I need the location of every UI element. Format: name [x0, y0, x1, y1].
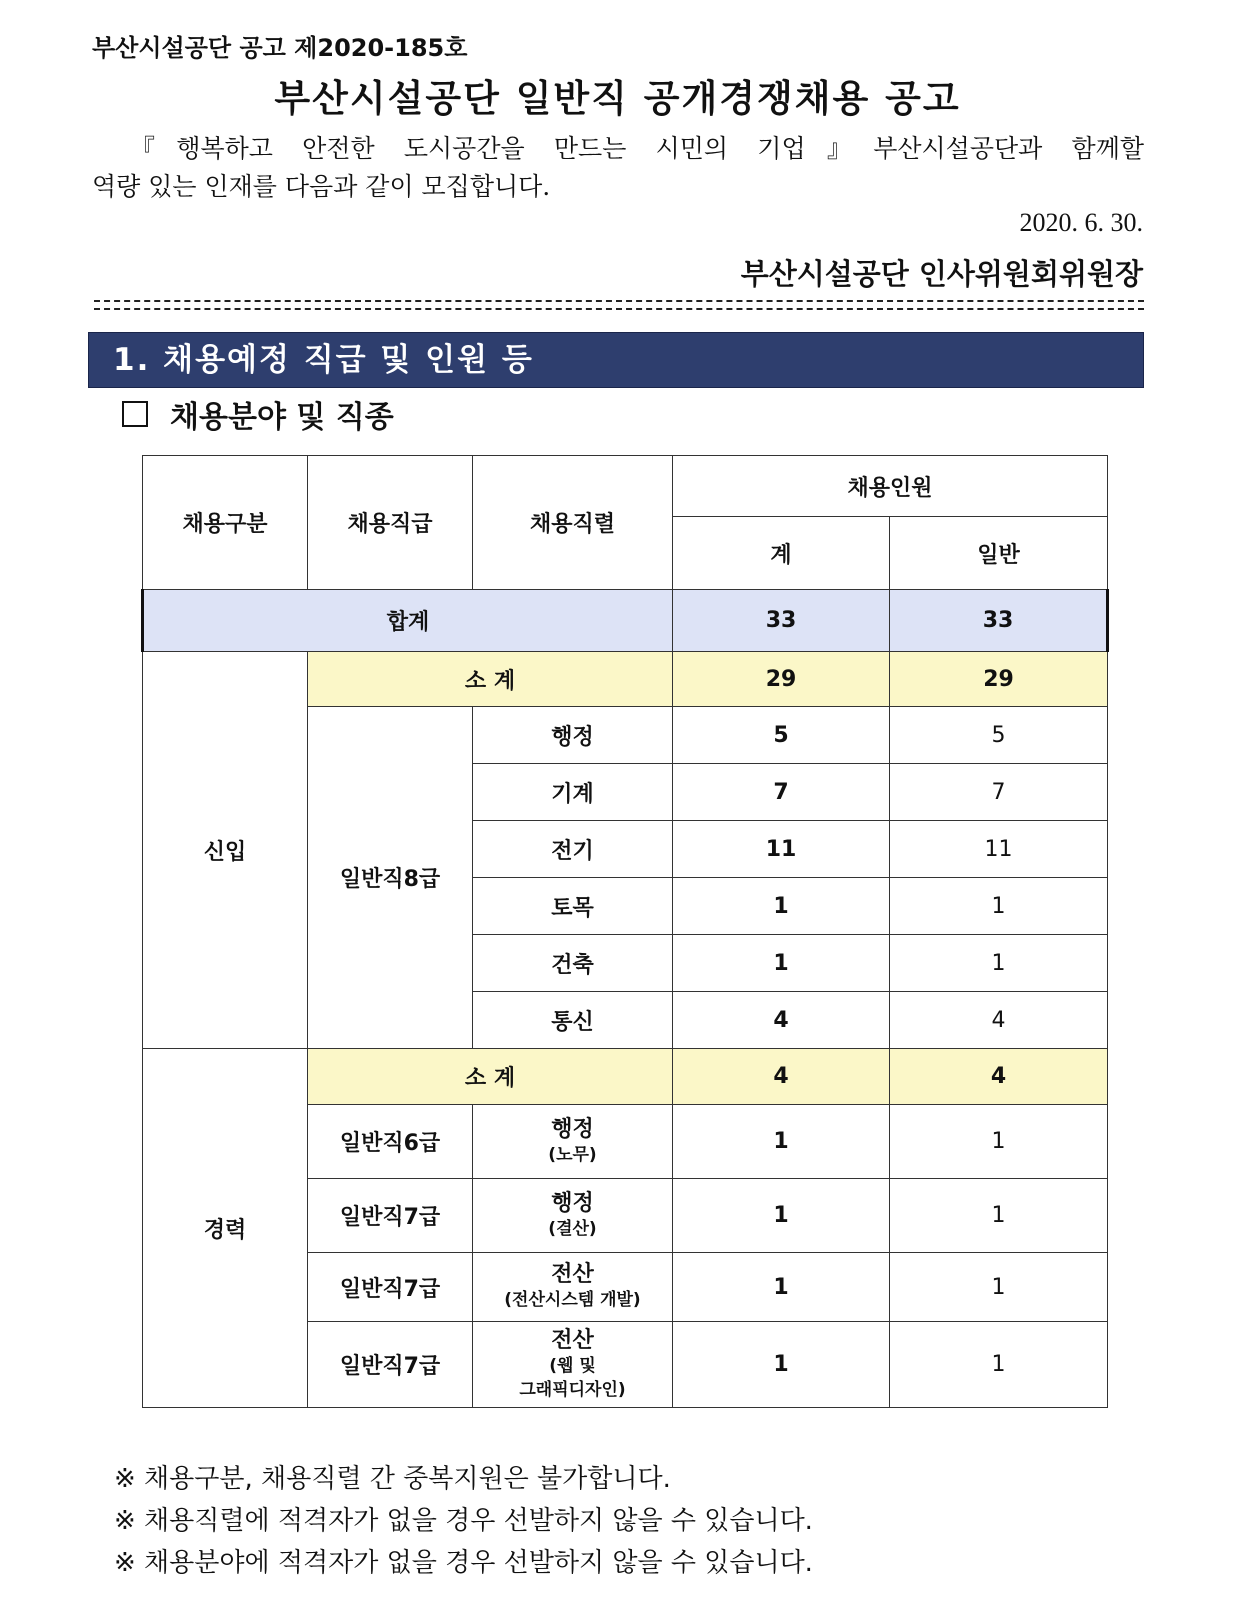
series-name: 행정: [551, 1116, 594, 1142]
grand-total-count: 33: [673, 590, 890, 652]
subtotal-count: 4: [673, 1049, 890, 1105]
issuer: 부산시설공단 인사위원회위원장: [740, 257, 1143, 291]
general-cell: 7: [890, 764, 1108, 821]
notice-date: 2020. 6. 30.: [1019, 208, 1143, 237]
intro-line-1: 『행복하고 안전한 도시공간을 만드는 시민의 기업』부산시설공단과 함께할: [130, 134, 1144, 163]
page-title: 부산시설공단 일반직 공개경쟁채용 공고: [274, 77, 961, 120]
series-detail: (웹 및: [549, 1355, 596, 1376]
series-detail: (전산시스템 개발): [504, 1290, 641, 1310]
general-cell: 1: [890, 935, 1108, 992]
total-cell: 4: [673, 992, 890, 1049]
general-cell: 5: [890, 707, 1108, 764]
total-cell: 5: [673, 707, 890, 764]
notice-number: 부산시설공단 공고 제2020-185호: [92, 34, 468, 62]
header-total: 계: [673, 517, 890, 590]
general-cell: 1: [890, 1253, 1108, 1322]
header-headcount: 채용인원: [673, 456, 1108, 517]
total-cell: 1: [673, 1322, 890, 1408]
header-grade: 채용직급: [308, 456, 473, 590]
grade-cell: 일반직7급: [308, 1179, 473, 1253]
total-cell: 7: [673, 764, 890, 821]
general-cell: 11: [890, 821, 1108, 878]
series-cell: 토목: [473, 878, 673, 935]
series-detail: (노무): [548, 1144, 597, 1165]
series-cell: [473, 1179, 673, 1253]
table-row: [143, 1049, 1108, 1105]
total-cell: 1: [673, 1179, 890, 1253]
series-cell: 전기: [473, 821, 673, 878]
total-cell: 1: [673, 878, 890, 935]
checkbox-icon: [122, 401, 148, 427]
header-series: 채용직렬: [473, 456, 673, 590]
note-item: ※ 채용분야에 적격자가 없을 경우 선발하지 않을 수 있습니다.: [114, 1548, 813, 1578]
category-new: 신입: [143, 652, 308, 1049]
total-cell: 1: [673, 1105, 890, 1179]
grand-total-row: [143, 590, 1108, 652]
series-name: 전산: [551, 1262, 594, 1287]
recruitment-table: [141, 455, 1109, 1408]
general-cell: 1: [890, 1179, 1108, 1253]
grade-cell: 일반직6급: [308, 1105, 473, 1179]
grade-cell: 일반직7급: [308, 1253, 473, 1322]
total-cell: 11: [673, 821, 890, 878]
series-name: 행정: [551, 1190, 594, 1216]
table-row: [143, 652, 1108, 707]
grade-cell: 일반직8급: [308, 707, 473, 1049]
subtotal-general: 4: [890, 1049, 1108, 1105]
total-cell: 1: [673, 935, 890, 992]
table-header-row: [143, 456, 1108, 517]
header-general: 일반: [890, 517, 1108, 590]
series-cell: [473, 1253, 673, 1322]
general-cell: 4: [890, 992, 1108, 1049]
subtotal-count: 29: [673, 652, 890, 707]
general-cell: 1: [890, 1105, 1108, 1179]
subheading-label: 채용분야 및 직종: [170, 400, 394, 435]
general-cell: 1: [890, 878, 1108, 935]
category-career: 경력: [143, 1049, 308, 1408]
total-cell: 1: [673, 1253, 890, 1322]
series-cell: 행정: [473, 707, 673, 764]
header-category: 채용구분: [143, 456, 308, 590]
subtotal-label: 소 계: [308, 1049, 673, 1105]
intro-line-2: 역량 있는 인재를 다음과 같이 모집합니다.: [92, 172, 551, 201]
general-cell: 1: [890, 1322, 1108, 1408]
series-detail: (결산): [548, 1218, 597, 1239]
grade-cell: 일반직7급: [308, 1322, 473, 1408]
section-title-bar: 1. 채용예정 직급 및 인원 등: [88, 332, 1144, 388]
intro-paragraph: [92, 130, 1144, 206]
notes: [114, 1458, 813, 1584]
note-item: ※ 채용구분, 채용직렬 간 중복지원은 불가합니다.: [114, 1464, 671, 1494]
grand-total-general: 33: [890, 590, 1108, 652]
subheading: [122, 392, 394, 436]
double-divider: [94, 300, 1144, 310]
series-cell: [473, 1105, 673, 1179]
series-cell: 건축: [473, 935, 673, 992]
series-detail-2: 그래픽디자인): [519, 1379, 626, 1400]
grand-total-label: 합계: [143, 590, 673, 652]
series-name: 전산: [551, 1327, 594, 1353]
series-cell: 기계: [473, 764, 673, 821]
subtotal-general: 29: [890, 652, 1108, 707]
note-item: ※ 채용직렬에 적격자가 없을 경우 선발하지 않을 수 있습니다.: [114, 1506, 813, 1536]
series-cell: [473, 1322, 673, 1408]
series-cell: 통신: [473, 992, 673, 1049]
subtotal-label: 소 계: [308, 652, 673, 707]
